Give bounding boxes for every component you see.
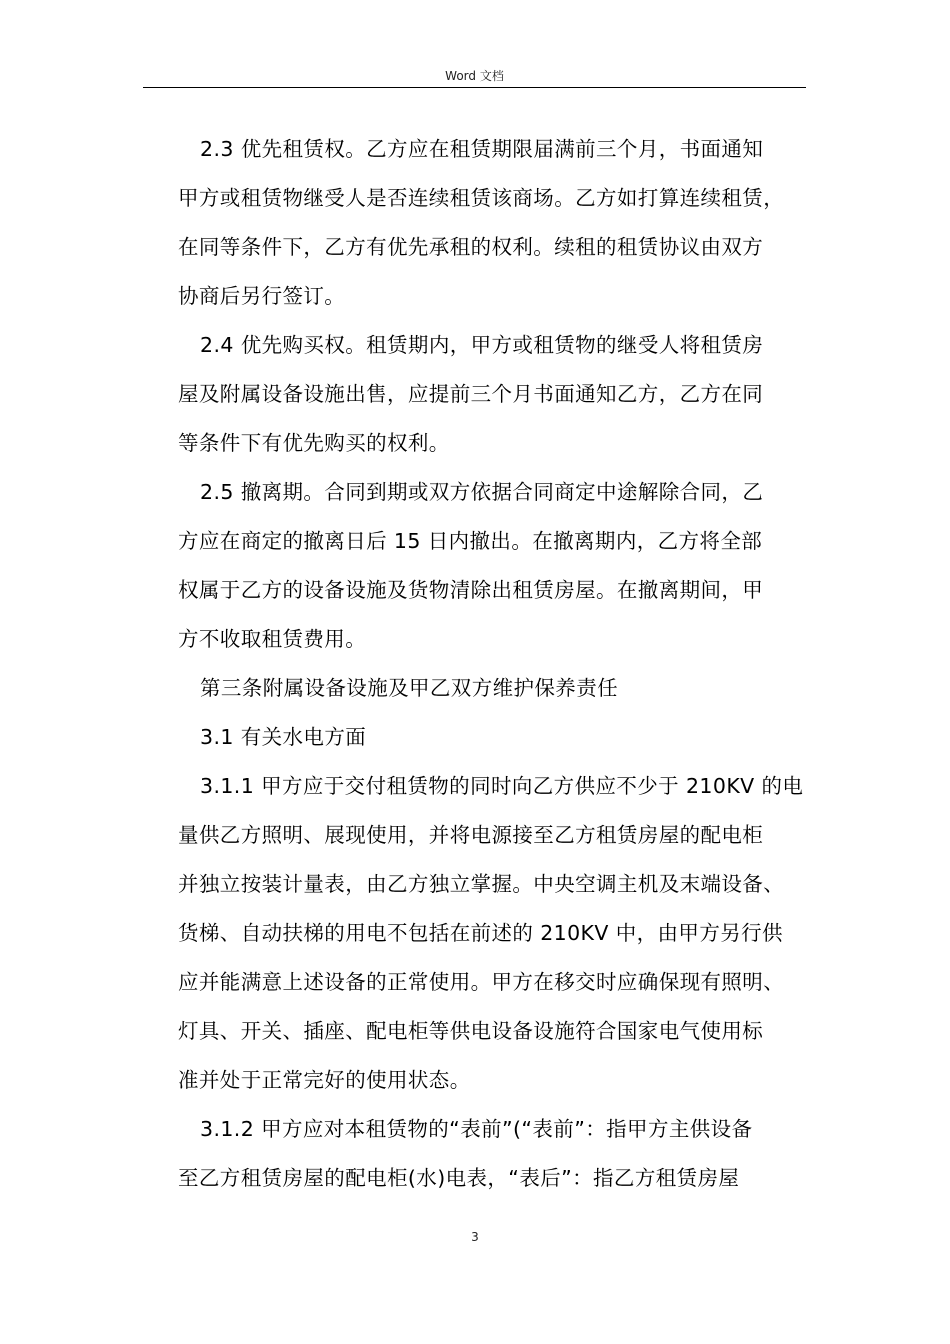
text-line: 3.1.1 甲方应于交付租赁物的同时向乙方供应不少于 210KV 的电 [200, 774, 804, 798]
text-line: 2.5 撤离期。合同到期或双方依据合同商定中途解除合同，乙 [200, 480, 764, 504]
text-line: 第三条附属设备设施及甲乙双方维护保养责任 [200, 676, 618, 700]
text-line: 灯具、开关、插座、配电柜等供电设备设施符合国家电气使用标 [178, 1019, 764, 1043]
paragraph-2-5 [178, 468, 818, 664]
page-header: Word 文档 [445, 69, 504, 83]
text-line: 3.1 有关水电方面 [200, 725, 367, 749]
text-line: 2.4 优先购买权。租赁期内，甲方或租赁物的继受人将租赁房 [200, 333, 764, 357]
paragraph-2-4 [178, 321, 818, 468]
text-line: 3.1.2 甲方应对本租赁物的“表前”(“表前”：指甲方主供设备 [200, 1117, 753, 1141]
text-line: 协商后另行签订。 [178, 284, 346, 308]
subsection-heading-3-1 [178, 713, 818, 762]
document-body [178, 125, 818, 1203]
text-line: 准并处于正常完好的使用状态。 [178, 1068, 471, 1092]
text-line: 在同等条件下，乙方有优先承租的权利。续租的租赁协议由双方 [178, 235, 764, 259]
text-line: 等条件下有优先购买的权利。 [178, 431, 450, 455]
text-line: 甲方或租赁物继受人是否连续租赁该商场。乙方如打算连续租赁， [178, 186, 785, 210]
paragraph-2-3 [178, 125, 818, 321]
text-line: 应并能满意上述设备的正常使用。甲方在移交时应确保现有照明、 [178, 970, 785, 994]
text-line: 货梯、自动扶梯的用电不包括在前述的 210KV 中，由甲方另行供 [178, 921, 783, 945]
text-line: 屋及附属设备设施出售，应提前三个月书面通知乙方，乙方在同 [178, 382, 764, 406]
section-heading-article-3 [178, 664, 818, 713]
header-divider [143, 87, 806, 88]
paragraph-3-1-1 [178, 762, 818, 1105]
text-line: 方应在商定的撤离日后 15 日内撤出。在撤离期内，乙方将全部 [178, 529, 763, 553]
text-line: 2.3 优先租赁权。乙方应在租赁期限届满前三个月，书面通知 [200, 137, 764, 161]
text-line: 至乙方租赁房屋的配电柜(水)电表，“表后”：指乙方租赁房屋 [178, 1166, 740, 1190]
paragraph-3-1-2 [178, 1105, 818, 1203]
text-line: 并独立按装计量表，由乙方独立掌握。中央空调主机及末端设备、 [178, 872, 785, 896]
text-line: 权属于乙方的设备设施及货物清除出租赁房屋。在撤离期间，甲 [178, 578, 764, 602]
text-line: 量供乙方照明、展现使用，并将电源接至乙方租赁房屋的配电柜 [178, 823, 764, 847]
page-number: 3 [471, 1230, 479, 1244]
text-line: 方不收取租赁费用。 [178, 627, 367, 651]
